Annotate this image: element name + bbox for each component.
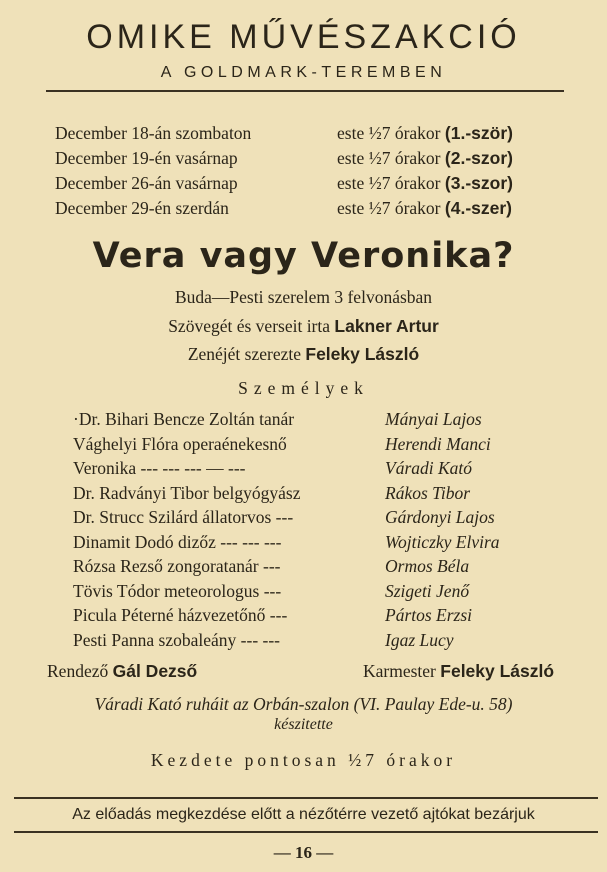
start-time: Kezdete pontosan ½7 órakor — [150, 750, 457, 770]
schedule-date: December 29-én szerdán — [55, 198, 229, 218]
schedule-row — [55, 196, 512, 221]
cast-row — [73, 603, 473, 628]
text-credit — [0, 316, 607, 337]
text-credit-label: Szövegét és verseit irta — [168, 316, 331, 336]
divider — [14, 831, 598, 833]
schedule-date: December 26-án vasárnap — [55, 173, 238, 193]
divider — [14, 797, 598, 799]
actor: Rákos Tibor — [385, 482, 471, 503]
schedule-time: este ½7 órakor — [337, 198, 441, 218]
costume-credit-2: készitette — [274, 716, 333, 733]
schedule-row — [55, 146, 513, 171]
role: Pesti Panna szobaleány --- --- — [73, 629, 281, 650]
footer-notice: Az előadás megkezdése előtt a nézőtérre vezető ajtókat bezárjuk — [72, 806, 535, 823]
actor: Váradi Kató — [385, 458, 473, 478]
role: Rózsa Rezső zongoratanár --- — [73, 556, 281, 576]
composer: Feleky László — [305, 344, 420, 364]
text-author: Lakner Artur — [334, 316, 439, 336]
actor: Igaz Lucy — [385, 629, 454, 650]
page-number: — 16 — — [273, 843, 334, 862]
play-genre: Buda—Pesti szerelem 3 felvonásban — [174, 287, 433, 307]
header-subtitle: A GOLDMARK-TEREMBEN — [160, 64, 447, 81]
schedule-count: (4.-szer) — [444, 198, 512, 218]
music-credit-label: Zenéjét szerezte — [187, 344, 301, 364]
schedule-count: (1.-ször) — [444, 123, 513, 143]
role: Picula Péterné házvezetőnő --- — [73, 605, 288, 625]
cast-row — [73, 432, 491, 457]
schedule-row — [55, 121, 513, 146]
cast-row — [73, 530, 500, 555]
role: Vághelyi Flóra operaénekesnő — [73, 433, 287, 454]
schedule-date: December 19-én vasárnap — [55, 148, 238, 168]
music-credit — [0, 344, 607, 365]
actor: Pártos Erzsi — [385, 605, 473, 625]
actor: Gárdonyi Lajos — [385, 507, 495, 527]
cast-row — [73, 505, 495, 530]
role: Dinamit Dodó dizőz --- --- --- — [73, 531, 282, 552]
schedule-count: (3.-szor) — [444, 173, 513, 193]
cast-row — [73, 407, 482, 432]
director-name: Gál Dezső — [112, 661, 198, 681]
schedule-time: este ½7 órakor — [337, 173, 441, 193]
schedule — [55, 121, 513, 221]
header-title: OMIKE MŰVÉSZAKCIÓ — [86, 18, 521, 56]
play-title: Vera vagy Veronika? — [92, 236, 515, 276]
director-credit — [47, 661, 197, 682]
divider — [46, 90, 564, 92]
conductor-name: Feleky László — [440, 661, 555, 681]
actor: Mányai Lajos — [385, 409, 482, 429]
schedule-row — [55, 171, 513, 196]
cast-row — [73, 481, 471, 506]
cast-list — [73, 407, 500, 652]
actor: Ormos Béla — [385, 556, 470, 576]
schedule-count: (2.-szor) — [444, 148, 513, 168]
costume-credit: Váradi Kató ruháit az Orbán-szalon (VI. Paulay Ede-u. 58) — [94, 694, 513, 714]
cast-heading: Személyek — [238, 378, 369, 398]
conductor-credit — [363, 661, 554, 682]
cast-row — [73, 628, 454, 653]
cast-row — [73, 554, 470, 579]
role: Dr. Strucc Szilárd állatorvos --- — [73, 507, 294, 527]
actor: Herendi Manci — [385, 433, 491, 454]
actor: Szigeti Jenő — [385, 580, 470, 601]
schedule-date: December 18-án szombaton — [55, 123, 252, 143]
conductor-label: Karmester — [363, 661, 436, 681]
role: Tövis Tódor meteorologus --- — [73, 580, 282, 601]
role: Dr. Radványi Tibor belgyógyász — [73, 482, 301, 503]
director-label: Rendező — [47, 661, 109, 681]
cast-row — [73, 579, 470, 604]
actor: Wojticzky Elvira — [385, 531, 500, 552]
schedule-time: este ½7 órakor — [337, 148, 441, 168]
cast-row — [73, 456, 473, 481]
role: ·Dr. Bihari Bencze Zoltán tanár — [73, 409, 295, 429]
schedule-time: este ½7 órakor — [337, 123, 441, 143]
role: Veronika --- --- --- — --- — [73, 458, 246, 478]
